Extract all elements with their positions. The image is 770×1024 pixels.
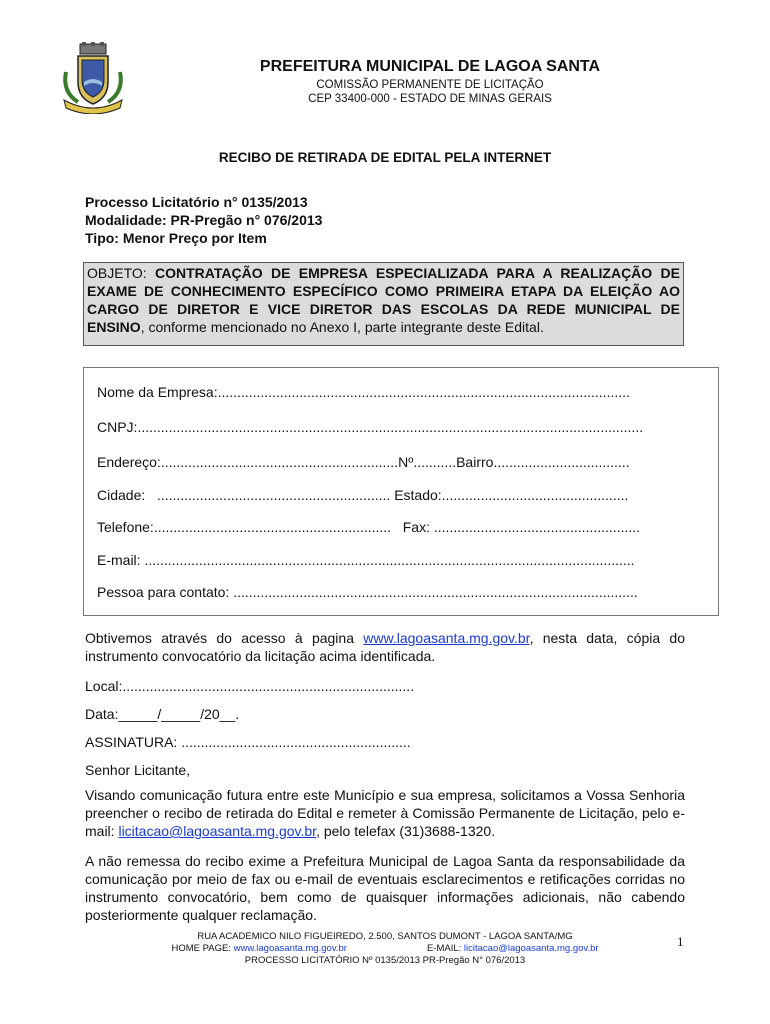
data-field[interactable]: Data:_____/_____/20__. <box>85 706 240 722</box>
nao-remessa-paragraph: A não remessa do recibo exime a Prefeitura Municipal de Lagoa Santa da responsabilidade da comunicação por meio de fax ou e-mail de eventuais esclarecimentos e retificações corridas no instrumento convocatório, bem como de quaisquer informações adicionais, não cabendo posteriormente qualquer reclamação. <box>85 853 685 923</box>
obtivemos-paragraph <box>85 629 685 665</box>
footer-home-link[interactable]: www.lagoasanta.mg.gov.br <box>233 943 347 954</box>
page-number: 1 <box>677 934 684 949</box>
header-cep: CEP 33400-000 - ESTADO DE MINAS GERAIS <box>308 93 552 105</box>
modalidade: Modalidade: PR-Pregão n° 076/2013 <box>85 212 323 228</box>
email-link[interactable]: licitacao@lagoasanta.mg.gov.br <box>118 823 317 839</box>
header-title: PREFEITURA MUNICIPAL DE LAGOA SANTA <box>259 58 601 75</box>
footer-contacts <box>0 943 770 954</box>
footer-processo: PROCESSO LICITATÓRIO Nº 0135/2013 PR-Pregão N° 076/2013 <box>244 955 526 966</box>
local-field[interactable]: Local:........................................................................... <box>85 678 415 694</box>
objeto-box <box>83 262 684 346</box>
home-label: HOME PAGE: <box>171 943 234 954</box>
visando-text: Visando comunicação futura entre este Município e sua empresa, solicitamos a Vossa Senhoria preencher o recibo de retirada do Edital e remeter à Comissão Permanente de Licitação, pelo e-mail: <box>85 787 685 839</box>
senhor-licitante: Senhor Licitante, <box>85 762 191 778</box>
cidade-field[interactable]: Cidade: ............................................................ Estado:................................................ <box>97 487 629 503</box>
municipal-crest-logo <box>58 42 128 114</box>
objeto-label: OBJETO: <box>87 265 156 281</box>
cnpj-field[interactable]: CNPJ:.................................................................................................................................. <box>97 419 644 435</box>
tipo: Tipo: Menor Preço por Item <box>85 230 267 246</box>
email-field[interactable]: E-mail: .............................................................................................................................. <box>97 552 635 568</box>
contato-field[interactable]: Pessoa para contato: ........................................................................................................ <box>97 584 638 600</box>
telefone-field[interactable]: Telefone:............................................................. Fax: ..................................................... <box>97 519 641 535</box>
document-title: RECIBO DE RETIRADA DE EDITAL PELA INTERNET <box>218 150 552 165</box>
nome-empresa-field[interactable]: Nome da Empresa:.......................................................................................................... <box>97 384 630 400</box>
footer-address: RUA ACADEMICO NILO FIGUEIREDO, 2.500, SANTOS DUMONT - LAGOA SANTA/MG <box>197 931 573 942</box>
objeto-description: CONTRATAÇÃO DE EMPRESA ESPECIALIZADA PARA A REALIZAÇÃO DE EXAME DE CONHECIMENTO ESPECÍFICO COMO PRIMEIRA ETAPA DA ELEIÇÃO AO CARGO DE DIRETOR E VICE DIRETOR DAS ESCOLAS DA REDE MUNICIPAL DE ENSINO <box>87 265 680 335</box>
objeto-rest: , conforme mencionado no Anexo I, parte integrante deste Edital. <box>140 319 544 335</box>
footer-email-link[interactable]: licitacao@lagoasanta.mg.gov.br <box>463 943 599 954</box>
header-commission: COMISSÃO PERMANENTE DE LICITAÇÃO <box>316 79 544 91</box>
homepage-link[interactable]: www.lagoasanta.mg.gov.br <box>363 630 530 646</box>
obtivemos-text-end: , nesta data, cópia do instrumento convocatório da licitação acima identificada. <box>85 630 686 664</box>
processo-number: Processo Licitatório n° 0135/2013 <box>85 194 308 210</box>
visando-paragraph <box>85 786 685 840</box>
obtivemos-text: Obtivemos através do acesso à pagina <box>85 630 364 646</box>
email-label: E-MAIL: <box>426 943 464 954</box>
assinatura-field[interactable]: ASSINATURA: ........................................................... <box>85 734 411 750</box>
visando-text-end: , pelo telefax (31)3688-1320. <box>316 823 496 839</box>
endereco-field[interactable]: Endereço:.............................................................Nº...........Bairro................................... <box>97 454 630 470</box>
